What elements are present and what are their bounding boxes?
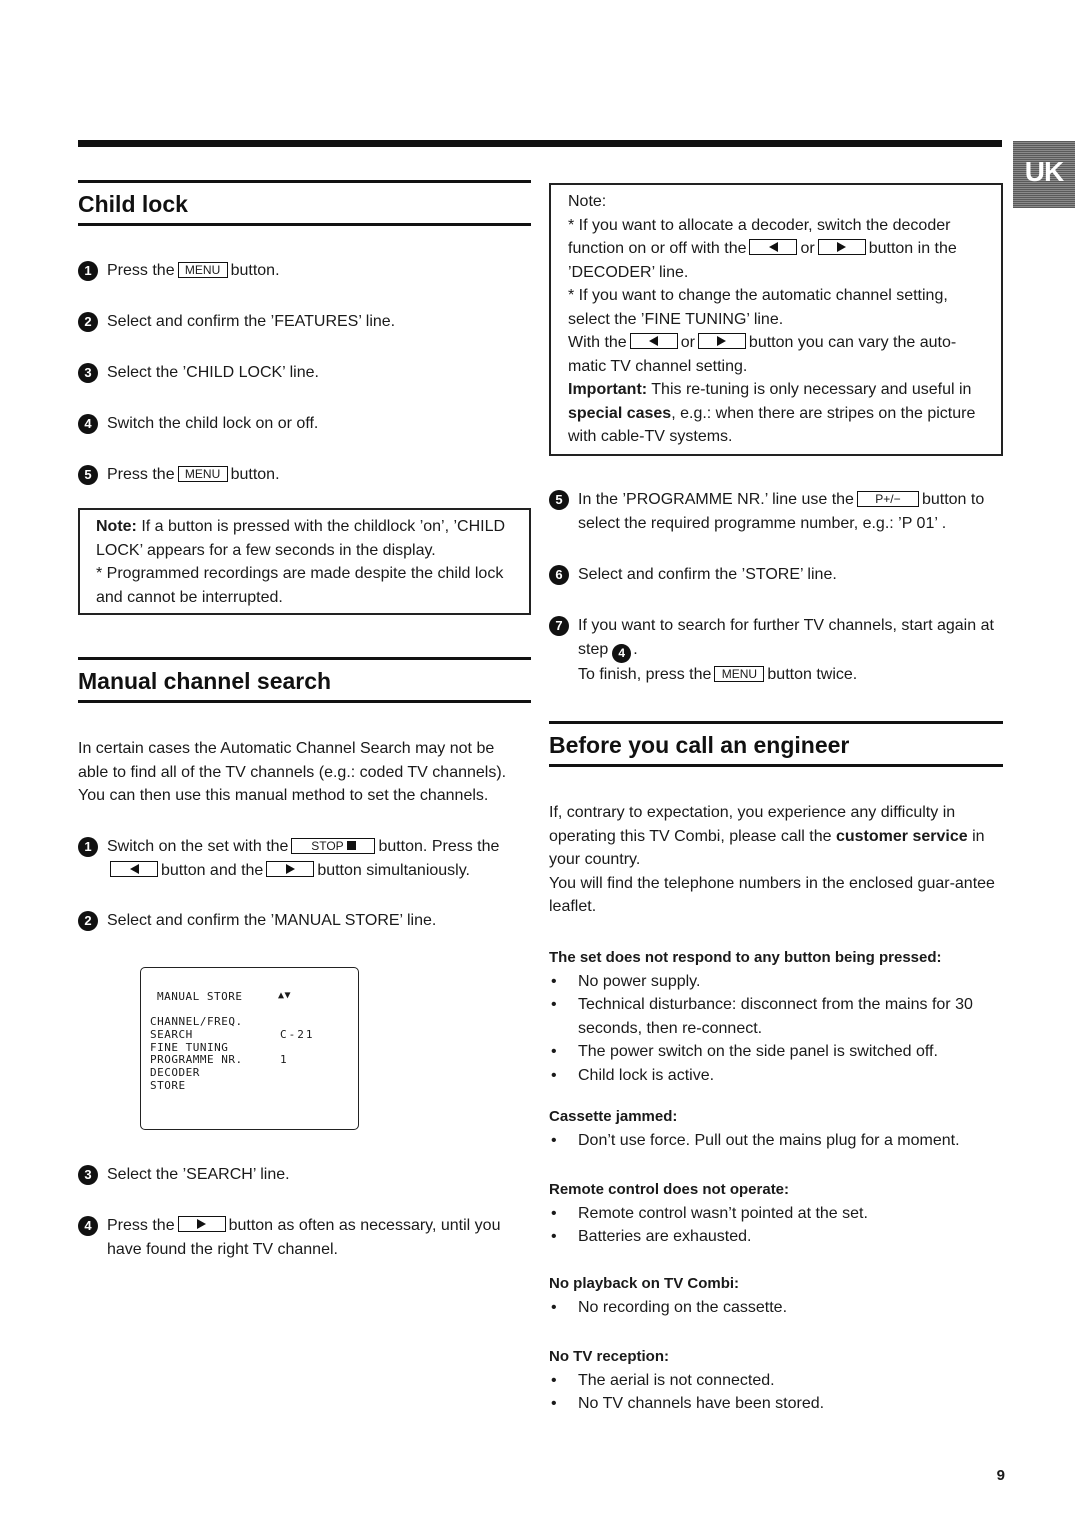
group-heading: No TV reception:	[549, 1348, 670, 1365]
manual-search-step-1	[78, 835, 523, 882]
step-text: To finish, press the	[578, 665, 712, 683]
step-text: Select the ’CHILD LOCK’ line.	[107, 364, 319, 381]
osd-line: FINE TUNING	[150, 1040, 229, 1054]
list-item: • No power supply.	[549, 970, 999, 994]
menu-button-glyph: MENU	[178, 466, 228, 482]
note-text: * If you want to allocate a decoder, switch the decoder function on or off with the	[568, 216, 951, 257]
stop-square-icon	[347, 841, 356, 850]
step-number: 7	[549, 616, 569, 636]
step-number: 3	[78, 1165, 98, 1185]
intro-text: You will find the telephone numbers in the enclosed guar-antee leaflet.	[549, 874, 995, 915]
child-lock-step-1	[78, 259, 531, 283]
osd-line: CHANNEL/FREQ.	[150, 1015, 243, 1028]
step-text: button to select the required programme number, e.g.: ’P 01’ .	[578, 491, 985, 532]
left-triangle-icon	[769, 242, 778, 252]
step-text: Switch the child lock on or off.	[107, 415, 319, 432]
child-lock-step-2	[78, 310, 531, 334]
child-lock-title: Child lock	[78, 191, 188, 217]
step-text: button as often as necessary, until you have found the right TV channel.	[107, 1217, 501, 1258]
language-tab	[1013, 141, 1075, 208]
step-number: 1	[78, 837, 98, 857]
engineer-heading	[549, 721, 1003, 767]
emphasis-text: special cases	[568, 404, 672, 422]
list-item: • Don’t use force. Pull out the mains plug for a moment.	[549, 1129, 999, 1153]
child-lock-heading	[78, 180, 531, 226]
manual-search-title: Manual channel search	[78, 668, 332, 694]
manual-search-step-2	[78, 909, 523, 933]
step-text: Select and confirm the ’STORE’ line.	[578, 566, 837, 583]
list-item: • The aerial is not connected.	[549, 1369, 999, 1393]
note-text: button in the ’DECODER’ line.	[568, 240, 957, 281]
osd-search-value: C-21	[280, 1028, 315, 1041]
menu-button-glyph: MENU	[178, 262, 228, 278]
step-text: .	[633, 640, 638, 658]
stop-button-glyph: STOP	[291, 838, 375, 854]
important-label: Important:	[568, 381, 648, 398]
left-triangle-icon	[649, 336, 658, 346]
list-item: • No recording on the cassette.	[549, 1296, 999, 1320]
child-lock-step-3	[78, 361, 531, 385]
step-text: button.	[230, 466, 280, 483]
manual-search-step-6	[549, 563, 999, 587]
left-triangle-icon	[130, 864, 139, 874]
step-number: 1	[78, 261, 98, 281]
step-text: button and the	[161, 861, 264, 879]
osd-title: MANUAL STORE	[157, 990, 243, 1003]
step-number: 4	[78, 414, 98, 434]
troubleshoot-group-1	[549, 946, 999, 1087]
right-arrow-button-glyph	[266, 861, 314, 877]
step-text: In the ’PROGRAMME NR.’ line use the	[578, 491, 854, 508]
note-text: * Programmed recordings are made despite the child lock and cannot be interrupted.	[96, 565, 504, 606]
note-text: or	[680, 334, 695, 351]
list-item: • Child lock is active.	[549, 1064, 999, 1088]
step-text: button. Press the	[378, 838, 500, 855]
manual-search-step-4	[78, 1214, 523, 1261]
step-number: 4	[78, 1216, 98, 1236]
step-text: Press the	[107, 262, 175, 279]
top-rule	[78, 140, 1002, 147]
step-text: button twice.	[767, 665, 858, 683]
step-text: button simultaniously.	[317, 861, 470, 879]
child-lock-step-4	[78, 412, 531, 436]
intro-text: in your country.	[549, 827, 985, 868]
list-item: • Batteries are exhausted.	[549, 1225, 999, 1249]
note-text: This re-tuning is only necessary and useful in	[647, 381, 972, 398]
step-text: Switch on the set with the	[107, 838, 289, 855]
step-number: 6	[549, 565, 569, 585]
group-heading: Remote control does not operate:	[549, 1181, 790, 1198]
note-text: If a button is pressed with the childlock ’on’, ’CHILD LOCK’ appears for a few seconds in the display.	[96, 518, 506, 559]
note-label: Note:	[96, 518, 137, 535]
left-arrow-button-glyph	[749, 239, 797, 255]
step-text: Press the	[107, 1217, 175, 1234]
right-triangle-icon	[717, 336, 726, 346]
list-item: • The power switch on the side panel is switched off.	[549, 1040, 999, 1064]
osd-line: PROGRAMME NR.	[150, 1053, 243, 1067]
step-number: 5	[78, 465, 98, 485]
manual-search-heading	[78, 657, 531, 703]
engineer-title: Before you call an engineer	[549, 732, 850, 758]
right-triangle-icon	[286, 864, 295, 874]
right-arrow-button-glyph	[818, 239, 866, 255]
list-item: • Technical disturbance: disconnect from the mains for 30 seconds, then re-connect.	[549, 993, 999, 1040]
troubleshoot-group-5	[549, 1345, 999, 1416]
intro-text: If, contrary to expectation, you experience any difficulty in operating this TV Combi, please call the	[549, 804, 956, 845]
language-tab-label: UK	[1024, 156, 1064, 187]
step-text: Select and confirm the ’MANUAL STORE’ line.	[107, 912, 437, 929]
osd-line: STORE	[150, 1078, 186, 1092]
menu-button-glyph: MENU	[714, 666, 764, 682]
manual-search-step-5	[549, 488, 999, 535]
osd-menu-lines	[150, 1016, 243, 1093]
osd-up-down-icon: ▲▼	[278, 990, 292, 1001]
child-lock-note-box	[78, 508, 531, 615]
troubleshoot-group-2	[549, 1105, 999, 1152]
list-item: • No TV channels have been stored.	[549, 1392, 999, 1416]
step-text: Press the	[107, 466, 175, 483]
osd-programme-value: 1	[280, 1053, 288, 1066]
list-item: • Remote control wasn’t pointed at the set.	[549, 1202, 999, 1226]
note-text: * If you want to change the automatic channel setting, select the ’FINE TUNING’ line.	[568, 287, 948, 328]
step-reference: 4	[612, 644, 631, 663]
manual-search-step-7	[549, 614, 999, 686]
note-text: , e.g.: when there are stripes on the picture with cable-TV systems.	[568, 404, 976, 445]
step-number: 3	[78, 363, 98, 383]
emphasis-text: customer service	[835, 827, 968, 845]
osd-line: SEARCH	[150, 1027, 193, 1041]
decoder-note-box	[549, 183, 1003, 456]
note-text: or	[800, 240, 815, 257]
page-number: 9	[996, 1467, 1005, 1484]
right-triangle-icon	[837, 242, 846, 252]
step-number: 5	[549, 490, 569, 510]
group-heading: Cassette jammed:	[549, 1108, 678, 1125]
osd-line: DECODER	[150, 1066, 200, 1080]
step-number: 2	[78, 911, 98, 931]
step-text: button.	[230, 262, 280, 279]
left-arrow-button-glyph	[110, 861, 158, 877]
note-label: Note:	[568, 193, 607, 210]
left-arrow-button-glyph	[630, 333, 678, 349]
step-text: If you want to search for further TV channels, start again at step	[578, 617, 994, 658]
step-text: Select the ’SEARCH’ line.	[107, 1166, 290, 1183]
child-lock-step-5	[78, 463, 531, 487]
engineer-intro	[549, 801, 999, 919]
group-heading: The set does not respond to any button being pressed:	[549, 949, 942, 966]
programme-plus-minus-button-glyph: P+/−	[857, 491, 919, 507]
step-text: Select and confirm the ’FEATURES’ line.	[107, 313, 396, 330]
troubleshoot-group-3	[549, 1178, 999, 1249]
osd-manual-store-screen	[140, 967, 359, 1130]
right-arrow-button-glyph	[698, 333, 746, 349]
right-triangle-icon	[197, 1219, 206, 1229]
manual-search-step-3	[78, 1163, 523, 1187]
right-arrow-button-glyph	[178, 1216, 226, 1232]
troubleshoot-group-4	[549, 1272, 999, 1319]
group-heading: No playback on TV Combi:	[549, 1275, 740, 1292]
manual-search-intro: In certain cases the Automatic Channel Search may not be able to find all of the TV channels (e.g.: coded TV channels). You can then use this manual method to set the channels.	[78, 740, 507, 804]
note-text: button you can vary the auto-matic TV channel setting.	[568, 334, 957, 375]
note-text: With the	[568, 334, 627, 351]
step-number: 2	[78, 312, 98, 332]
